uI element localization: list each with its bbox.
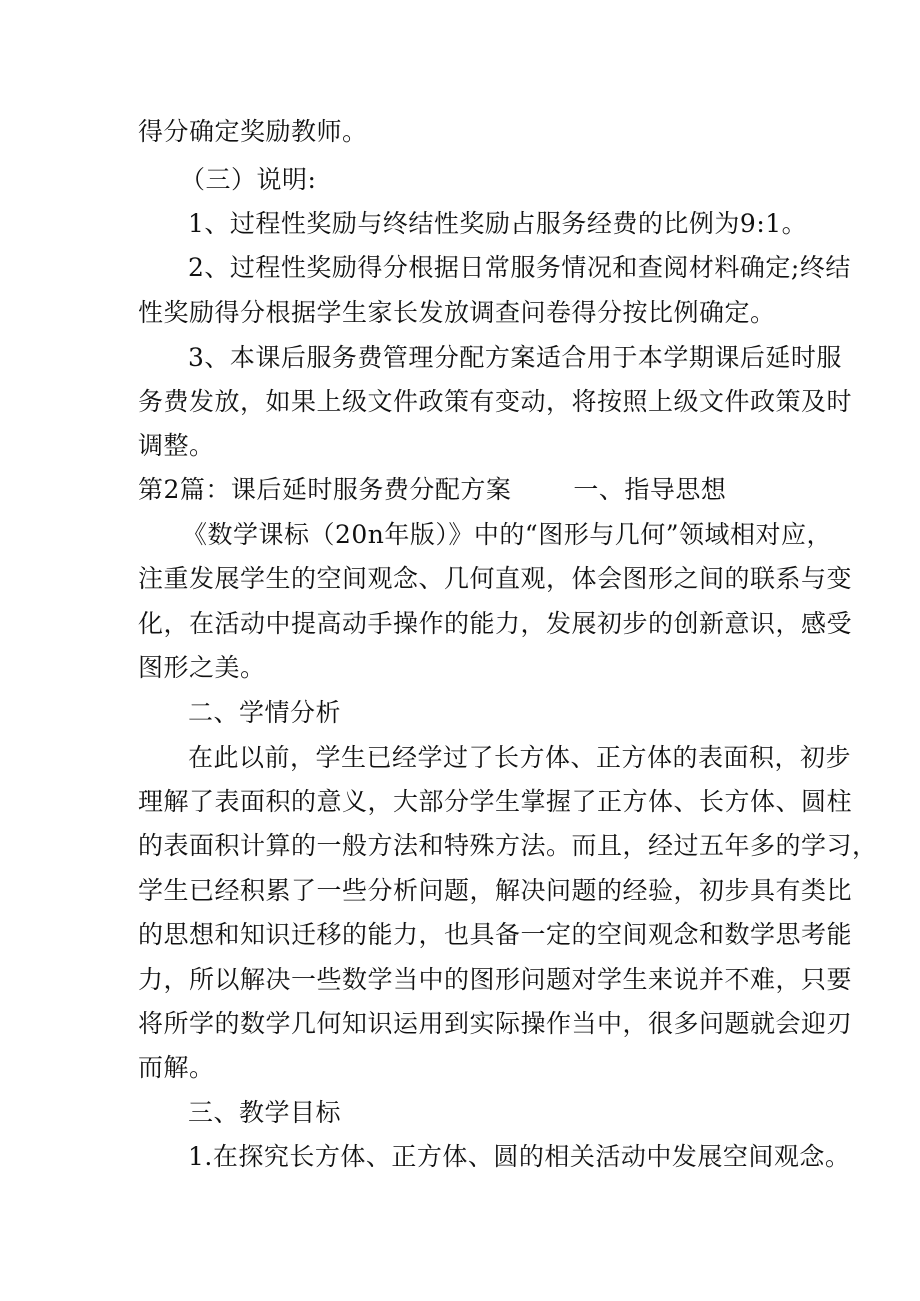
paragraph-line: 性奖励得分根据学生家长发放调查问卷得分按比例确定。	[138, 298, 776, 327]
article-title: 第2篇：课后延时服务费分配方案	[138, 475, 512, 504]
paragraph-line: 的表面积计算的一般方法和特殊方法。而且，经过五年多的学习，	[138, 831, 878, 860]
paragraph-line: 1.在探究长方体、正方体、圆的相关活动中发展空间观念。	[188, 1142, 851, 1171]
paragraph-line: 学生已经积累了一些分析问题，解决问题的经验，初步具有类比	[138, 876, 853, 905]
section-heading-guiding-ideology: 一、指导思想	[573, 475, 727, 504]
paragraph-line: 化，在活动中提高动手操作的能力，发展初步的创新意识，感受	[138, 609, 853, 638]
paragraph-line: 2、过程性奖励得分根据日常服务情况和查阅材料确定;终结	[188, 253, 851, 282]
paragraph-line: 务费发放，如果上级文件政策有变动，将按照上级文件政策及时	[138, 387, 853, 416]
paragraph-line: 将所学的数学几何知识运用到实际操作当中，很多问题就会迎刃	[138, 1009, 853, 1038]
paragraph-line: 1、过程性奖励与终结性奖励占服务经费的比例为9:1。	[188, 209, 808, 238]
article-title-row	[138, 474, 726, 506]
subsection-heading-explanation: （三）说明:	[180, 165, 317, 194]
paragraph-line: 图形之美。	[138, 653, 266, 682]
section-heading-teaching-goals: 三、教学目标	[188, 1098, 342, 1127]
paragraph-line: 理解了表面积的意义，大部分学生掌握了正方体、长方体、圆柱	[138, 787, 853, 816]
paragraph-line: 《数学课标（20n年版）》中的“图形与几何”领域相对应，	[182, 520, 832, 549]
paragraph-line: 得分确定奖励教师。	[138, 117, 368, 146]
section-heading-learning-analysis: 二、学情分析	[188, 698, 342, 727]
paragraph-line: 调整。	[138, 431, 215, 460]
paragraph-line: 力，所以解决一些数学当中的图形问题对学生来说并不难，只要	[138, 965, 853, 994]
paragraph-line: 注重发展学生的空间观念、几何直观，体会图形之间的联系与变	[138, 564, 853, 593]
paragraph-line: 3、本课后服务费管理分配方案适合用于本学期课后延时服	[188, 343, 842, 372]
paragraph-line: 而解。	[138, 1053, 215, 1082]
paragraph-line: 的思想和知识迁移的能力，也具备一定的空间观念和数学思考能	[138, 920, 853, 949]
paragraph-line: 在此以前，学生已经学过了长方体、正方体的表面积，初步	[188, 743, 852, 772]
